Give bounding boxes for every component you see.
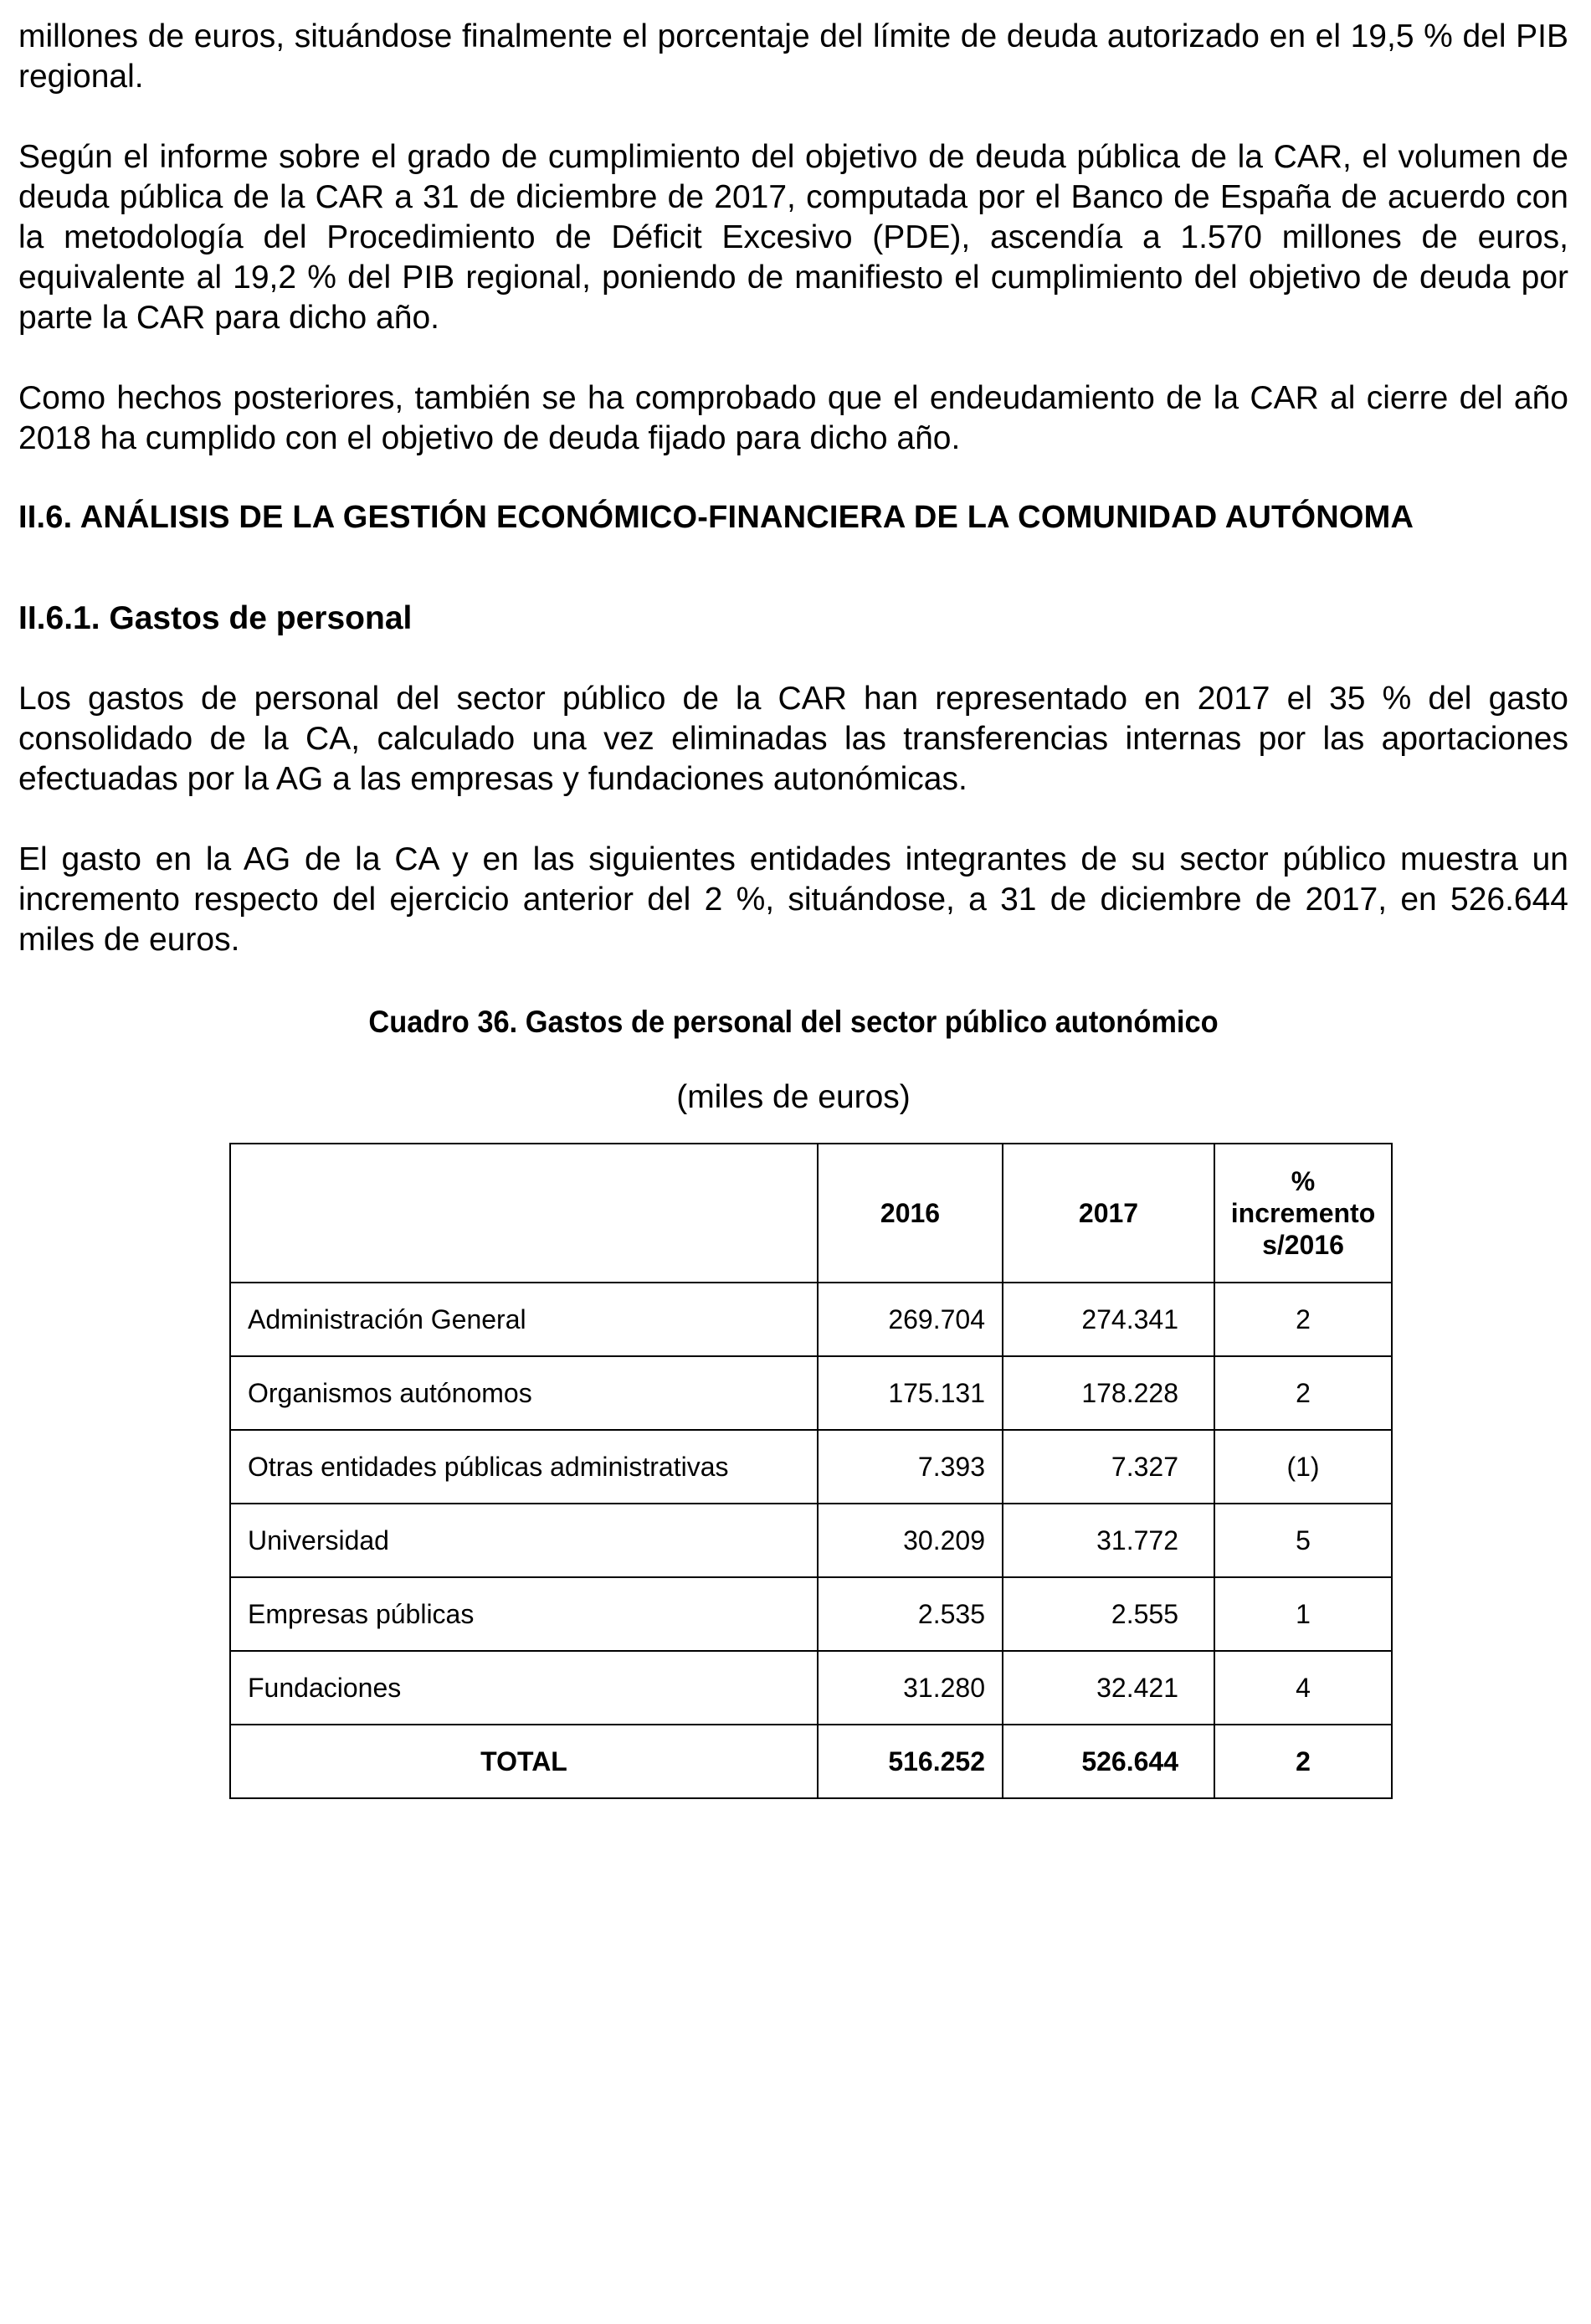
document-page bbox=[18, 17, 1568, 1118]
row-value-2016: 7.393 bbox=[818, 1430, 1003, 1504]
row-value-2017: 31.772 bbox=[1003, 1504, 1214, 1577]
row-value-2017: 274.341 bbox=[1003, 1283, 1214, 1356]
row-value-2017: 7.327 bbox=[1003, 1430, 1214, 1504]
personnel-expense-table bbox=[229, 1143, 1393, 1799]
paragraph-debt-limit: millones de euros, situándose finalmente el porcentaje del límite de deuda autorizado en el 19,5 % del PIB regional. bbox=[18, 18, 1568, 95]
row-entity-name: Fundaciones bbox=[230, 1651, 818, 1725]
header-pct-base: s/2016 bbox=[1262, 1230, 1344, 1260]
row-pct-increment: (1) bbox=[1214, 1430, 1392, 1504]
table-row bbox=[230, 1283, 1392, 1356]
row-entity-name: Universidad bbox=[230, 1504, 818, 1577]
table-row bbox=[230, 1504, 1392, 1577]
subsection-heading: II.6.1. Gastos de personal bbox=[18, 600, 413, 636]
header-pct-symbol: % bbox=[1291, 1166, 1316, 1196]
paragraph-subsequent-events: Como hechos posteriores, también se ha comprobado que el endeudamiento de la CAR al cierre del año 2018 ha cumplido con el objetivo de deuda fijado para dicho año. bbox=[18, 380, 1568, 456]
row-entity-name: Otras entidades públicas administrativas bbox=[230, 1430, 818, 1504]
row-entity-name: Organismos autónomos bbox=[230, 1356, 818, 1430]
paragraph-personnel-share: Los gastos de personal del sector público de la CAR han representado en 2017 el 35 % del gasto consolidado de la CA, calculado una vez eliminadas las transferencias internas por las aportaciones efectuadas por la AG a las empresas y fundaciones autonómicas. bbox=[18, 681, 1568, 797]
table-row bbox=[230, 1356, 1392, 1430]
table-row bbox=[230, 1577, 1392, 1651]
row-value-2016: 175.131 bbox=[818, 1356, 1003, 1430]
row-value-2016: 269.704 bbox=[818, 1283, 1003, 1356]
header-pct-increment bbox=[1214, 1144, 1392, 1283]
section-heading: II.6. ANÁLISIS DE LA GESTIÓN ECONÓMICO-FINANCIERA DE LA COMUNIDAD AUTÓNOMA bbox=[18, 500, 1414, 535]
table-total-row bbox=[230, 1725, 1392, 1798]
row-value-2016: 2.535 bbox=[818, 1577, 1003, 1651]
header-2016: 2016 bbox=[818, 1144, 1003, 1283]
row-entity-name: Empresas públicas bbox=[230, 1577, 818, 1651]
row-entity-name: Administración General bbox=[230, 1283, 818, 1356]
row-value-2016: 30.209 bbox=[818, 1504, 1003, 1577]
row-pct-increment: 4 bbox=[1214, 1651, 1392, 1725]
row-pct-increment: 1 bbox=[1214, 1577, 1392, 1651]
row-pct-increment: 2 bbox=[1214, 1356, 1392, 1430]
paragraph-debt-volume: Según el informe sobre el grado de cumplimiento del objetivo de deuda pública de la CAR, el volumen de deuda pública de la CAR a 31 de diciembre de 2017, computada por el Banco de España de acuerdo con la metodología del Procedimiento de Déficit Excesivo (PDE), ascendía a 1.570 millones de euros, equivalente al 19,2 % del PIB regional, poniendo de manifiesto el cumplimiento del objetivo de deuda por parte la CAR para dicho año. bbox=[18, 139, 1568, 336]
table-row bbox=[230, 1430, 1392, 1504]
header-2017: 2017 bbox=[1003, 1144, 1214, 1283]
header-entity bbox=[230, 1144, 818, 1283]
header-pct-word: incremento bbox=[1230, 1198, 1376, 1228]
row-pct-increment: 5 bbox=[1214, 1504, 1392, 1577]
paragraph-personnel-growth: El gasto en la AG de la CA y en las siguientes entidades integrantes de su sector público muestra un incremento respecto del ejercicio anterior del 2 %, situándose, a 31 de diciembre de 2017, en 526.644 miles de euros. bbox=[18, 841, 1568, 958]
row-value-2017: 178.228 bbox=[1003, 1356, 1214, 1430]
row-value-2017: 2.555 bbox=[1003, 1577, 1214, 1651]
total-value-2017: 526.644 bbox=[1003, 1725, 1214, 1798]
total-label: TOTAL bbox=[230, 1725, 818, 1798]
table-title: Cuadro 36. Gastos de personal del sector público autonómico bbox=[368, 1005, 1219, 1039]
table-row bbox=[230, 1651, 1392, 1725]
row-value-2016: 31.280 bbox=[818, 1651, 1003, 1725]
total-pct-increment: 2 bbox=[1214, 1725, 1392, 1798]
row-value-2017: 32.421 bbox=[1003, 1651, 1214, 1725]
table-header-row bbox=[230, 1144, 1392, 1283]
row-pct-increment: 2 bbox=[1214, 1283, 1392, 1356]
table-units: (miles de euros) bbox=[676, 1079, 911, 1115]
total-value-2016: 516.252 bbox=[818, 1725, 1003, 1798]
